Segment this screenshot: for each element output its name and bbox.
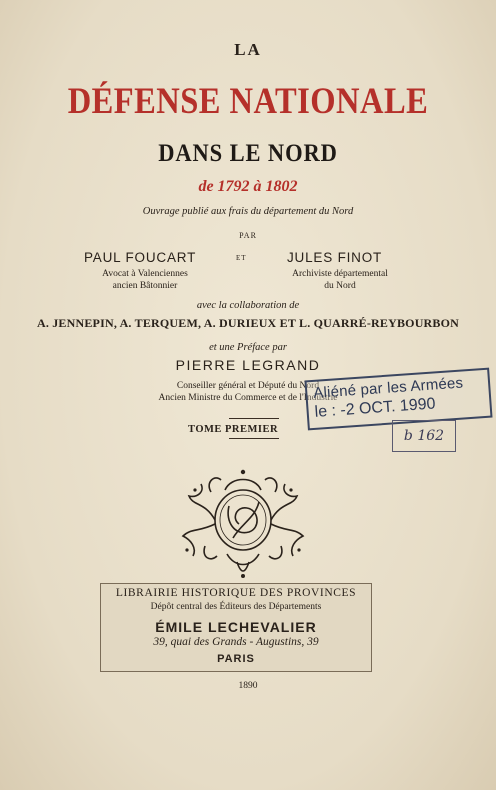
publisher-address: 39, quai des Grands - Augustins, 39 xyxy=(153,636,319,648)
publisher-box xyxy=(100,583,372,672)
publication-year: 1890 xyxy=(238,681,258,691)
publisher-line1: LIBRAIRIE HISTORIQUE DES PROVINCES xyxy=(115,587,357,599)
finot-line2: du Nord xyxy=(324,281,356,291)
publication-note: Ouvrage publié aux frais du département du Nord xyxy=(142,206,354,217)
publisher-city: PARIS xyxy=(217,653,255,665)
finot-line1: Archiviste départemental xyxy=(292,269,388,279)
tome-label: TOME PREMIER xyxy=(188,424,279,435)
author-name-foucart: PAUL FOUCART xyxy=(84,250,197,265)
par-label: PAR xyxy=(239,231,257,240)
main-title: DÉFENSE NATIONALE xyxy=(67,81,429,122)
divider-top xyxy=(229,418,279,419)
date-range: de 1792 à 1802 xyxy=(198,178,298,195)
publisher-line2: Dépôt central des Éditeurs des Départements xyxy=(150,602,322,612)
stamp-line1: Aliéné par les Armées xyxy=(312,374,464,402)
author-credentials-foucart xyxy=(70,268,220,292)
author-name-finot: JULES FINOT xyxy=(287,250,383,265)
divider-bottom xyxy=(229,438,279,439)
collaboration-intro: avec la collaboration de xyxy=(196,300,300,311)
foucart-line2: ancien Bâtonnier xyxy=(112,281,178,291)
preface-line1: Conseiller général et Député du Nord xyxy=(176,381,320,391)
author-credentials-finot xyxy=(265,268,415,292)
publisher-name: ÉMILE LECHEVALIER xyxy=(155,619,317,635)
preface-line2: Ancien Ministre du Commerce et de l'Industrie xyxy=(158,392,338,403)
preface-intro: et une Préface par xyxy=(209,342,287,353)
collaborators: A. JENNEPIN, A. TERQUEM, A. DURIEUX ET L. QUARRÉ-REYBOURBON xyxy=(36,316,460,330)
monogram-emblem-icon xyxy=(175,462,311,580)
stamp-line2: le : -2 OCT. 1990 xyxy=(314,395,436,421)
subtitle: DANS LE NORD xyxy=(158,140,338,167)
handwritten-reference: b 162 xyxy=(392,420,456,452)
title-article: LA xyxy=(234,40,262,59)
preface-author: PIERRE LEGRAND xyxy=(175,357,321,373)
et-label: ET xyxy=(236,254,247,262)
foucart-line1: Avocat à Valenciennes xyxy=(102,269,188,279)
